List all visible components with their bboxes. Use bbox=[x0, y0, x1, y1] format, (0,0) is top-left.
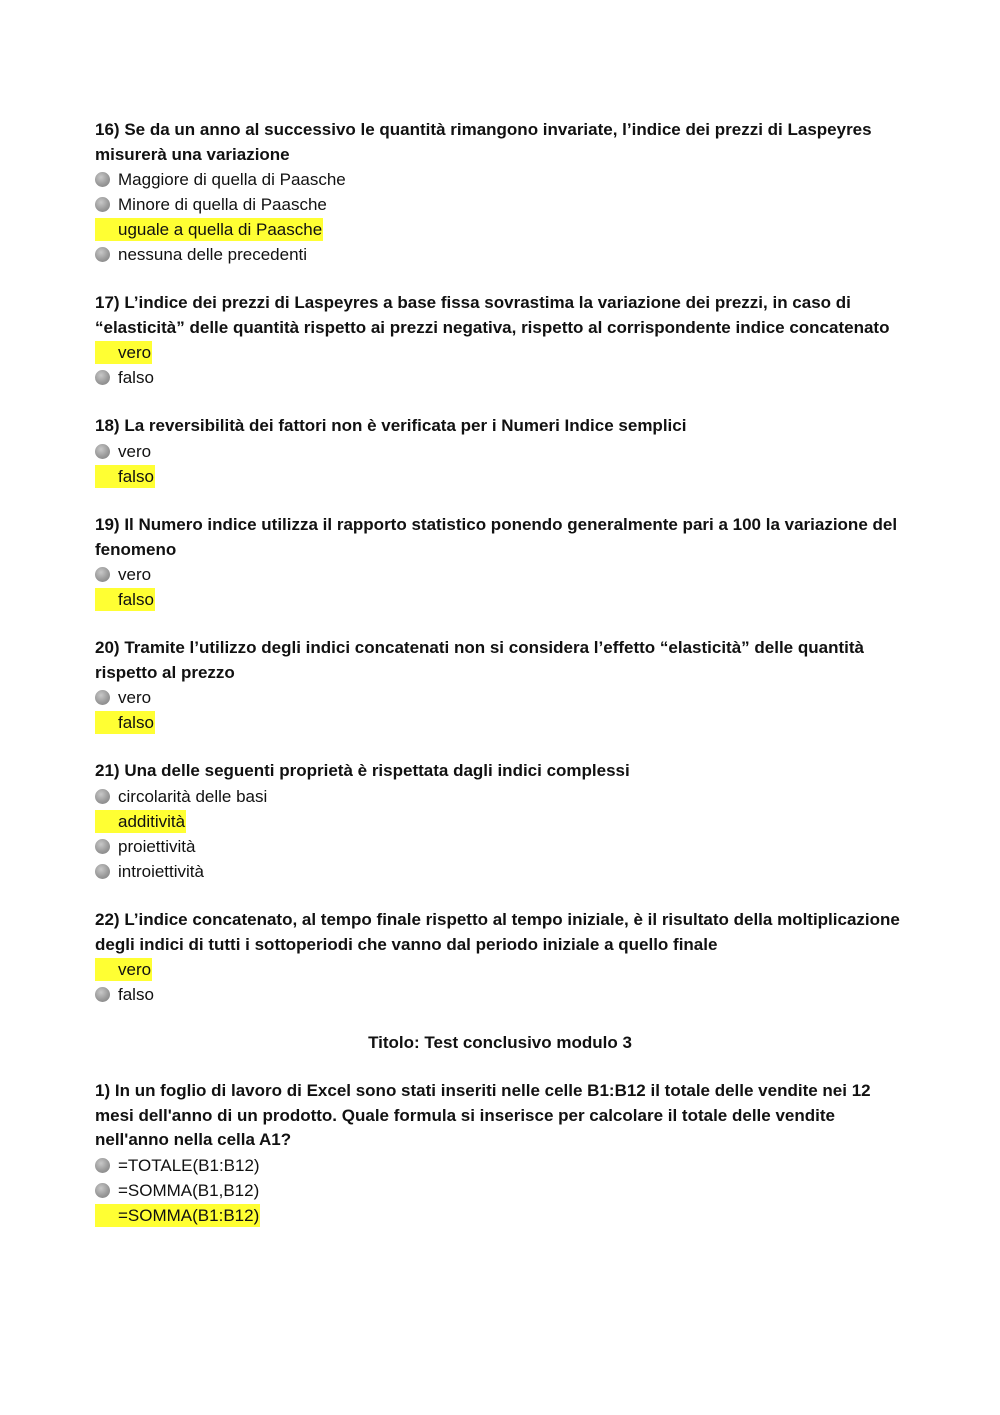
answer-option-correct[interactable] bbox=[95, 809, 905, 834]
correct-answer-highlight bbox=[95, 465, 155, 488]
correct-answer-highlight bbox=[95, 218, 323, 241]
answer-label: circolarità delle basi bbox=[118, 786, 268, 806]
answer-options bbox=[95, 957, 905, 1007]
question-text bbox=[95, 759, 905, 784]
answer-row bbox=[95, 685, 151, 710]
answer-label: vero bbox=[118, 688, 152, 708]
question-number: 16) bbox=[95, 120, 120, 139]
radio-button-icon[interactable] bbox=[95, 839, 110, 854]
answer-row bbox=[95, 192, 327, 217]
radio-button-icon[interactable] bbox=[95, 987, 110, 1002]
quiz-document bbox=[95, 118, 905, 1252]
answer-option[interactable] bbox=[95, 1178, 905, 1203]
question-body: Tramite l’utilizzo degli indici concatenati non si considera l’effetto “elasticità” delle quantità rispetto al prezzo bbox=[95, 638, 864, 682]
answer-label: falso bbox=[118, 368, 154, 388]
question-body: Il Numero indice utilizza il rapporto statistico ponendo generalmente pari a 100 la variazione del fenomeno bbox=[95, 514, 898, 559]
question-body: In un foglio di lavoro di Excel sono stati inseriti nelle celle B1:B12 il totale delle vendite nei 12 mesi dell'anno di un prodotto. Quale formula si inserisce per calcolare il totale delle vendite nell'anno nella cella A1? bbox=[95, 1081, 871, 1150]
answer-options bbox=[95, 439, 905, 489]
radio-button-icon[interactable] bbox=[95, 592, 110, 607]
answer-row bbox=[95, 859, 204, 884]
answer-option-correct[interactable] bbox=[95, 464, 905, 489]
question-block bbox=[95, 759, 905, 884]
radio-button-icon[interactable] bbox=[95, 962, 110, 977]
question-body: Se da un anno al successivo le quantità rimangono invariate, l’indice dei prezzi di Laspeyres misurerà una variazione bbox=[95, 120, 872, 164]
answer-options bbox=[95, 685, 905, 735]
answer-label: vero bbox=[118, 343, 152, 363]
question-body: L’indice dei prezzi di Laspeyres a base fissa sovrastima la variazione dei prezzi, in caso di “elasticità” delle quantità rispetto ai prezzi negativa, rispetto al corrispondente indice concatenato bbox=[95, 293, 890, 337]
radio-button-icon[interactable] bbox=[95, 789, 110, 804]
answer-options bbox=[95, 167, 905, 267]
answer-label: falso bbox=[118, 590, 154, 610]
question-text bbox=[95, 513, 905, 562]
answer-label: falso bbox=[118, 466, 154, 486]
answer-row bbox=[95, 242, 307, 267]
radio-button-icon[interactable] bbox=[95, 715, 110, 730]
answer-row bbox=[95, 439, 151, 464]
answer-label: Minore di quella di Paasche bbox=[118, 195, 327, 215]
question-number: 1) bbox=[95, 1081, 111, 1101]
question-number: 20) bbox=[95, 638, 120, 658]
question-block bbox=[95, 291, 905, 390]
radio-button-icon[interactable] bbox=[95, 567, 110, 582]
radio-button-icon[interactable] bbox=[95, 469, 110, 484]
section-title: Titolo: Test conclusivo modulo 3 bbox=[368, 1033, 632, 1053]
answer-option-correct[interactable] bbox=[95, 587, 905, 612]
correct-answer-highlight bbox=[95, 958, 152, 981]
answer-options bbox=[95, 562, 905, 612]
answer-option-correct[interactable] bbox=[95, 1203, 905, 1228]
answer-label: introiettività bbox=[118, 861, 204, 881]
question-number: 21) bbox=[95, 761, 120, 781]
answer-option[interactable] bbox=[95, 562, 905, 587]
question-block bbox=[95, 118, 905, 267]
radio-button-icon[interactable] bbox=[95, 345, 110, 360]
answer-label: =TOTALE(B1:B12) bbox=[118, 1155, 260, 1175]
radio-button-icon[interactable] bbox=[95, 690, 110, 705]
question-list bbox=[95, 118, 905, 1007]
answer-row bbox=[95, 365, 154, 390]
question-block bbox=[95, 908, 905, 1007]
correct-answer-highlight bbox=[95, 588, 155, 611]
answer-row bbox=[95, 167, 346, 192]
correct-answer-highlight bbox=[95, 711, 155, 734]
correct-answer-highlight bbox=[95, 1204, 260, 1227]
correct-answer-highlight bbox=[95, 810, 186, 833]
answer-label: falso bbox=[118, 713, 154, 733]
question-number: 18) bbox=[95, 416, 120, 436]
question-block bbox=[95, 513, 905, 612]
question-text bbox=[95, 1079, 905, 1153]
answer-label: =SOMMA(B1:B12) bbox=[118, 1205, 260, 1225]
question-number: 17) bbox=[95, 293, 120, 313]
radio-button-icon[interactable] bbox=[95, 1158, 110, 1173]
answer-option[interactable] bbox=[95, 192, 905, 217]
answer-label: vero bbox=[118, 565, 152, 585]
answer-row bbox=[95, 784, 267, 809]
question-text bbox=[95, 291, 905, 340]
answer-label: Maggiore di quella di Paasche bbox=[118, 170, 346, 190]
radio-button-icon[interactable] bbox=[95, 370, 110, 385]
question-block bbox=[95, 414, 905, 489]
section-question-list bbox=[95, 1079, 905, 1228]
answer-option[interactable] bbox=[95, 834, 905, 859]
answer-label: nessuna delle precedenti bbox=[118, 245, 308, 265]
question-number: 22) bbox=[95, 909, 120, 929]
question-block bbox=[95, 636, 905, 735]
radio-button-icon[interactable] bbox=[95, 172, 110, 187]
answer-option[interactable] bbox=[95, 982, 905, 1007]
radio-button-icon[interactable] bbox=[95, 1183, 110, 1198]
answer-option[interactable] bbox=[95, 859, 905, 884]
question-text bbox=[95, 908, 905, 957]
answer-row bbox=[95, 1153, 260, 1178]
radio-button-icon[interactable] bbox=[95, 222, 110, 237]
answer-label: uguale a quella di Paasche bbox=[118, 220, 323, 240]
answer-option[interactable] bbox=[95, 439, 905, 464]
answer-label: vero bbox=[118, 960, 152, 980]
answer-option[interactable] bbox=[95, 685, 905, 710]
answer-option-correct[interactable] bbox=[95, 217, 905, 242]
answer-option[interactable] bbox=[95, 167, 905, 192]
answer-row bbox=[95, 834, 195, 859]
answer-row bbox=[95, 982, 154, 1007]
answer-row bbox=[95, 562, 151, 587]
answer-option-correct[interactable] bbox=[95, 340, 905, 365]
radio-button-icon[interactable] bbox=[95, 247, 110, 262]
answer-label: vero bbox=[118, 441, 152, 461]
question-body: La reversibilità dei fattori non è verificata per i Numeri Indice semplici bbox=[124, 416, 687, 436]
answer-options bbox=[95, 784, 905, 884]
answer-row bbox=[95, 1178, 259, 1203]
answer-option[interactable] bbox=[95, 784, 905, 809]
question-text bbox=[95, 118, 905, 167]
question-body: Una delle seguenti proprietà è rispettata dagli indici complessi bbox=[124, 761, 630, 781]
answer-option[interactable] bbox=[95, 242, 905, 267]
radio-button-icon[interactable] bbox=[95, 444, 110, 459]
answer-option-correct[interactable] bbox=[95, 710, 905, 735]
correct-answer-highlight bbox=[95, 341, 152, 364]
answer-options bbox=[95, 1153, 905, 1228]
radio-button-icon[interactable] bbox=[95, 814, 110, 829]
question-text bbox=[95, 414, 905, 439]
answer-label: falso bbox=[118, 985, 154, 1005]
answer-option-correct[interactable] bbox=[95, 957, 905, 982]
question-block bbox=[95, 1079, 905, 1228]
answer-option[interactable] bbox=[95, 365, 905, 390]
answer-label: additività bbox=[118, 811, 186, 831]
radio-button-icon[interactable] bbox=[95, 1208, 110, 1223]
radio-button-icon[interactable] bbox=[95, 864, 110, 879]
answer-label: proiettività bbox=[118, 836, 196, 856]
answer-option[interactable] bbox=[95, 1153, 905, 1178]
question-body: L’indice concatenato, al tempo finale rispetto al tempo iniziale, è il risultato della moltiplicazione degli indici di tutti i sottoperiodi che vanno dal periodo iniziale a quello finale bbox=[95, 909, 900, 954]
question-number: 19) bbox=[95, 514, 120, 534]
radio-button-icon[interactable] bbox=[95, 197, 110, 212]
question-text bbox=[95, 636, 905, 685]
answer-label: =SOMMA(B1,B12) bbox=[118, 1180, 260, 1200]
answer-options bbox=[95, 340, 905, 390]
